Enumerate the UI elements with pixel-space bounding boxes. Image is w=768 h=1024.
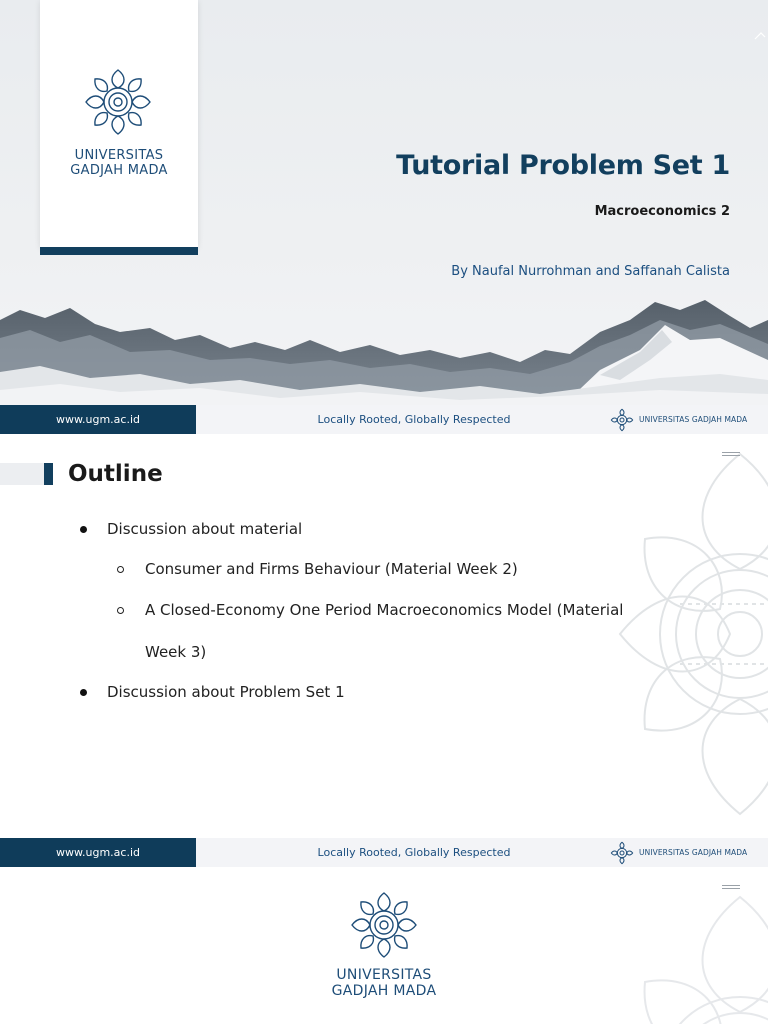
list-item: A Closed-Economy One Period Macroeconomics Model (Material xyxy=(145,601,624,619)
ugm-emblem-icon xyxy=(610,408,634,432)
footer-brand-text: UNIVERSITAS GADJAH MADA xyxy=(639,415,748,424)
slide-title: Tutorial Problem Set 1 xyxy=(396,150,730,181)
closing-slide xyxy=(0,867,768,1024)
corner-arrow-icon xyxy=(754,32,766,40)
logo-text-line2: GADJAH MADA xyxy=(70,163,168,178)
footer-brand-text: UNIVERSITAS GADJAH MADA xyxy=(639,848,748,857)
slide-footer xyxy=(0,838,768,867)
footer-brand xyxy=(610,408,747,431)
slide-subtitle: Macroeconomics 2 xyxy=(594,204,730,219)
logo-text-line2: GADJAH MADA xyxy=(331,983,437,999)
slide-authors: By Naufal Nurrohman and Saffanah Calista xyxy=(451,264,730,279)
footer-brand xyxy=(610,841,747,864)
list-item: Discussion about material xyxy=(107,520,303,538)
list-item: Consumer and Firms Behaviour (Material Week 2) xyxy=(145,560,518,578)
ugm-emblem-watermark-icon xyxy=(560,877,768,1024)
list-item: Discussion about Problem Set 1 xyxy=(107,683,345,701)
logo-text-line1: UNIVERSITAS xyxy=(336,967,432,983)
website-link[interactable]: www.ugm.ac.id xyxy=(0,838,196,867)
hamburger-icon[interactable] xyxy=(722,885,740,891)
bullet-dot-icon xyxy=(80,526,87,533)
bullet-ring-icon xyxy=(117,566,124,573)
ugm-emblem-icon xyxy=(82,66,154,138)
bullet-ring-icon xyxy=(117,607,124,614)
ugm-emblem-watermark-icon xyxy=(560,434,768,834)
slide-footer xyxy=(0,405,768,434)
outline-heading: Outline xyxy=(68,461,163,487)
mountain-landscape-image xyxy=(0,280,768,408)
heading-marker xyxy=(44,463,53,485)
ugm-emblem-icon xyxy=(610,841,634,865)
logo-card-accent-bar xyxy=(40,247,198,255)
outline-slide xyxy=(0,434,768,838)
footer-tagline: Locally Rooted, Globally Respected xyxy=(317,846,511,859)
bullet-dot-icon xyxy=(80,689,87,696)
footer-tagline: Locally Rooted, Globally Respected xyxy=(317,413,511,426)
website-link[interactable]: www.ugm.ac.id xyxy=(0,405,196,434)
list-item-continuation: Week 3) xyxy=(145,643,207,661)
title-slide xyxy=(0,0,768,434)
logo-text-line1: UNIVERSITAS xyxy=(74,148,164,163)
ugm-emblem-icon xyxy=(348,889,420,961)
hamburger-icon[interactable] xyxy=(722,452,740,458)
